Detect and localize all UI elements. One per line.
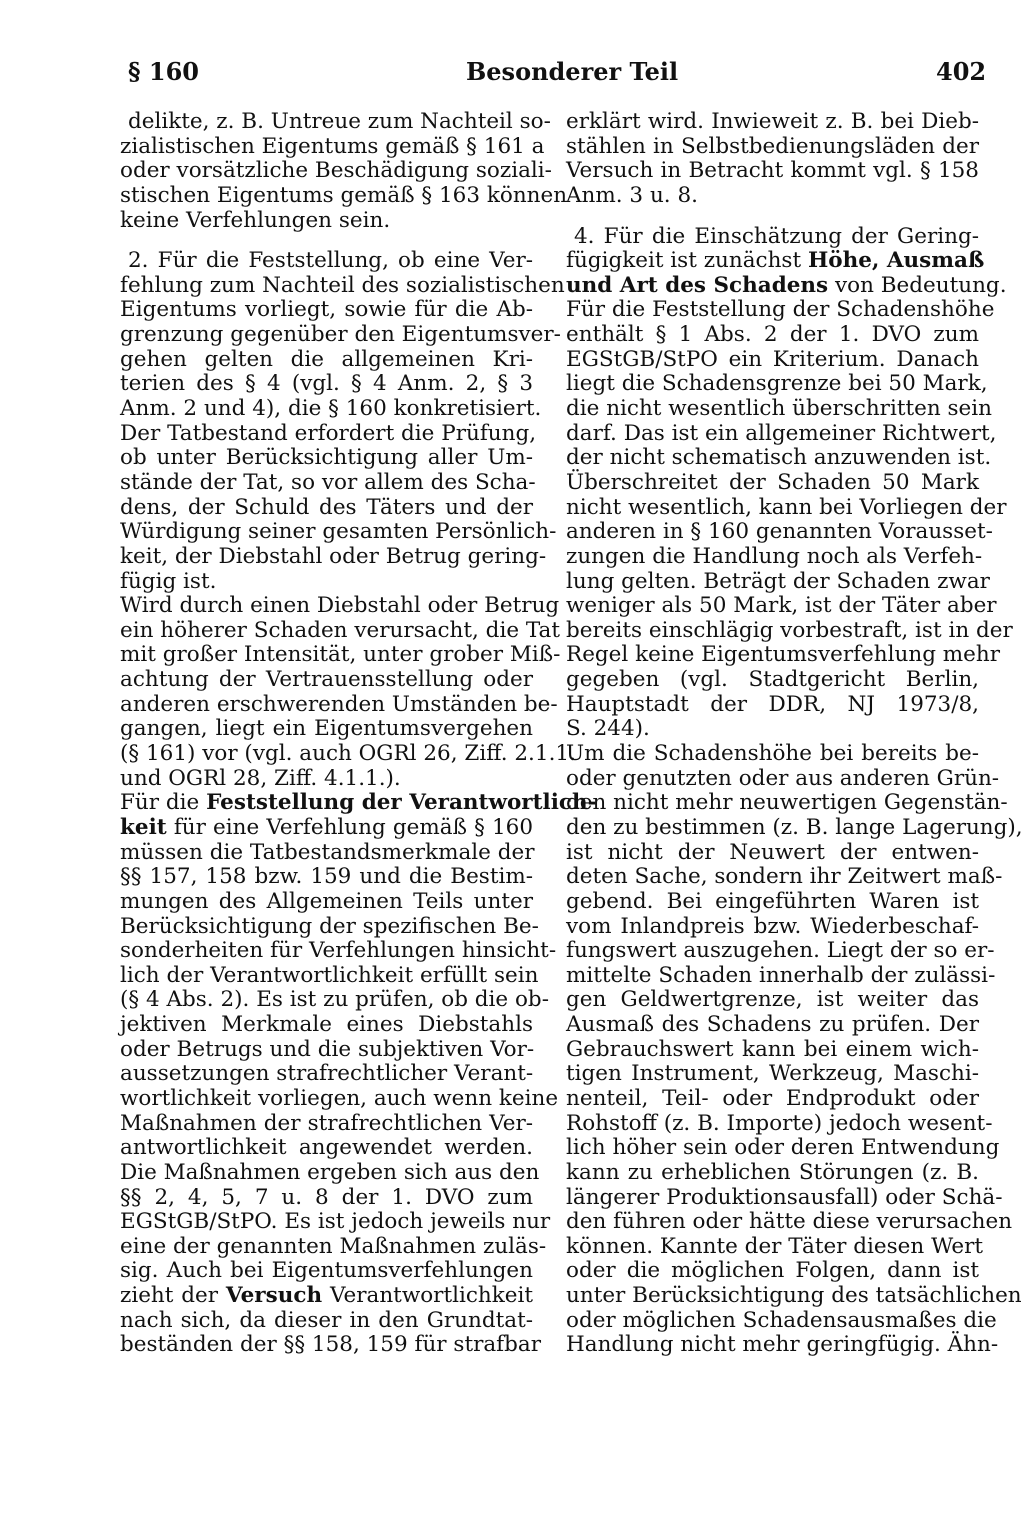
text-span: zieht der bbox=[120, 1283, 226, 1309]
left-text-column bbox=[120, 109, 597, 1358]
text-line bbox=[120, 1209, 551, 1235]
text-line bbox=[120, 469, 536, 496]
text-span: fehlung zum Nachteil des sozialistischen bbox=[120, 272, 565, 298]
text-line bbox=[120, 209, 533, 234]
text-line bbox=[120, 1259, 533, 1284]
text-span: mit großer Intensität, unter grober Miß- bbox=[120, 642, 561, 668]
text-line bbox=[566, 642, 1001, 668]
text-line bbox=[566, 1110, 993, 1137]
text-span: stände der Tat, so vor allem des Scha- bbox=[120, 469, 536, 495]
text-line bbox=[566, 494, 1007, 521]
text-span: liegt die Schadensgrenze bei 50 Mark, bbox=[566, 371, 988, 397]
text-span: den nicht mehr neuwertigen Gegenstän- bbox=[566, 790, 1008, 816]
text-span: nenteil, Teil- oder Endprodukt oder bbox=[566, 1085, 979, 1111]
text-span: antwortlichkeit angewendet werden. bbox=[120, 1135, 533, 1161]
text-span: §§ 2, 4, 5, 7 u. 8 der 1. DVO zum bbox=[120, 1184, 533, 1210]
text-line bbox=[120, 890, 533, 915]
text-span: anderen erschwerenden Umständen be- bbox=[120, 691, 558, 717]
text-span: mungen des Allgemeinen Teils unter bbox=[120, 888, 533, 914]
text-line bbox=[566, 471, 979, 496]
text-line bbox=[566, 1307, 997, 1334]
text-line bbox=[120, 841, 533, 866]
text-span: ob unter Berücksichtigung aller Um- bbox=[120, 445, 533, 471]
text-span: aussetzungen strafrechtlicher Verant- bbox=[120, 1061, 534, 1087]
text-line bbox=[566, 814, 1023, 841]
text-span: sig. Auch bei Eigentumsverfehlungen bbox=[120, 1258, 533, 1284]
text-line bbox=[120, 298, 533, 323]
text-line bbox=[566, 841, 979, 866]
text-line bbox=[566, 1332, 999, 1358]
running-title: Besonderer Teil bbox=[466, 57, 679, 86]
text-line bbox=[566, 1184, 1003, 1211]
text-line bbox=[566, 1087, 979, 1112]
text-line bbox=[566, 1161, 979, 1186]
text-span: (§ 4 Abs. 2). Es ist zu prüfen, ob die ob- bbox=[120, 987, 549, 1013]
text-line bbox=[120, 519, 557, 545]
text-line bbox=[566, 790, 1008, 816]
text-line bbox=[120, 741, 576, 767]
text-line bbox=[120, 182, 568, 209]
text-line bbox=[120, 1309, 533, 1334]
text-line bbox=[120, 987, 549, 1013]
text-span: keine Verfehlungen sein. bbox=[120, 207, 391, 233]
text-span: Überschreitet der Schaden 50 Mark bbox=[566, 469, 979, 495]
text-span: ein höherer Schaden verursacht, die Tat bbox=[120, 617, 561, 643]
text-span: EGStGB/StPO. Es ist jedoch jeweils nur bbox=[120, 1209, 551, 1235]
text-span: EGStGB/StPO ein Kriterium. Danach bbox=[566, 346, 979, 372]
text-span: Regel keine Eigentumsverfehlung mehr bbox=[566, 642, 1001, 668]
text-line bbox=[566, 742, 979, 767]
text-span: beständen der §§ 158, 159 für strafbar bbox=[120, 1332, 542, 1358]
text-line bbox=[120, 543, 547, 570]
text-line bbox=[120, 1112, 533, 1137]
text-line bbox=[566, 593, 997, 619]
text-span: terien des § 4 (vgl. § 4 Anm. 2, § 3 bbox=[120, 371, 533, 397]
text-line bbox=[566, 864, 1003, 890]
text-span: stischen Eigentums gemäß § 163 können bbox=[120, 182, 568, 208]
text-line bbox=[120, 1085, 559, 1112]
bold-text: Feststellung der Verantwortlich- bbox=[206, 790, 597, 816]
text-line bbox=[120, 913, 539, 940]
text-span: kann zu erheblichen Störungen (z. B. bbox=[566, 1159, 979, 1185]
text-span: Eigentums vorliegt, sowie für die Ab- bbox=[120, 297, 533, 323]
text-line bbox=[120, 668, 533, 693]
text-span: Handlung nicht mehr geringfügig. Ähn- bbox=[566, 1332, 999, 1358]
text-line bbox=[120, 717, 533, 742]
paragraph-gap bbox=[566, 209, 979, 225]
text-span: achtung der Vertrauensstellung oder bbox=[120, 667, 533, 693]
text-line bbox=[566, 890, 979, 915]
text-span: oder möglichen Schadensausmaßes die bbox=[566, 1307, 997, 1333]
text-line bbox=[566, 962, 996, 989]
text-span: wortlichkeit vorliegen, auch wenn keine bbox=[120, 1085, 559, 1111]
text-span: oder Betrugs und die subjektiven Vor- bbox=[120, 1036, 535, 1062]
text-line bbox=[566, 765, 1000, 792]
text-span: S. 244). bbox=[566, 716, 650, 742]
right-text-column bbox=[566, 109, 1023, 1358]
text-span: darf. Das ist ein allgemeiner Richtwert, bbox=[566, 420, 997, 446]
text-line bbox=[566, 159, 979, 184]
text-span: Anm. 3 u. 8. bbox=[566, 182, 698, 208]
text-line bbox=[566, 938, 995, 964]
text-span: Für die Feststellung der Schadenshöhe bbox=[566, 297, 995, 323]
text-line bbox=[566, 668, 979, 693]
text-span: erklärt wird. Inwieweit z. B. bei Dieb- bbox=[566, 109, 979, 134]
bold-text: Höhe, Ausmaß bbox=[807, 248, 985, 274]
text-span: lung gelten. Beträgt der Schaden zwar bbox=[566, 568, 990, 594]
text-line bbox=[566, 323, 979, 348]
text-span: von Bedeutung. bbox=[828, 272, 1007, 298]
text-line bbox=[120, 396, 542, 422]
text-span: Ausmaß des Schadens zu prüfen. Der bbox=[566, 1012, 979, 1038]
text-span: fungswert auszugehen. Liegt der so er- bbox=[566, 938, 995, 964]
text-line bbox=[120, 962, 539, 989]
text-span: ist nicht der Neuwert der entwen- bbox=[566, 839, 979, 865]
text-line bbox=[120, 1038, 533, 1063]
text-line bbox=[566, 420, 997, 447]
text-line bbox=[120, 372, 533, 397]
text-span: gehen gelten die allgemeinen Kri- bbox=[120, 346, 533, 372]
text-line bbox=[120, 642, 561, 668]
text-span: oder die möglichen Folgen, dann ist bbox=[566, 1258, 979, 1284]
text-span: Hauptstadt der DDR, NJ 1973/8, bbox=[566, 691, 979, 717]
text-line bbox=[566, 396, 992, 422]
text-span: tigen Instrument, Werkzeug, Maschi- bbox=[566, 1061, 979, 1087]
text-line bbox=[120, 109, 551, 135]
text-span: vom Inlandpreis bzw. Wiederbeschaf- bbox=[566, 913, 979, 939]
paragraph-gap bbox=[120, 233, 533, 249]
section-number: § 160 bbox=[128, 57, 200, 86]
text-line bbox=[120, 158, 552, 184]
text-span: (§ 161) vor (vgl. auch OGRl 26, Ziff. 2.1.1. bbox=[120, 741, 576, 767]
text-line bbox=[120, 816, 533, 841]
text-span: lich der Verantwortlichkeit erfüllt sein bbox=[120, 962, 539, 988]
text-span: delikte, z. B. Untreue zum Nachteil so- bbox=[128, 109, 551, 134]
text-line bbox=[120, 420, 537, 447]
text-span: Rohstoff (z. B. Importe) jedoch wesent- bbox=[566, 1110, 993, 1136]
text-span: Für die bbox=[120, 790, 207, 816]
text-line bbox=[566, 348, 979, 373]
text-span: Verantwortlichkeit bbox=[322, 1283, 533, 1309]
text-span: 2. Für die Feststellung, ob eine Ver- bbox=[128, 248, 533, 274]
text-span: weniger als 50 Mark, ist der Täter aber bbox=[566, 593, 997, 619]
text-span: stählen in Selbstbedienungsläden der bbox=[566, 133, 979, 159]
text-line bbox=[566, 272, 1007, 299]
text-span: dens, der Schuld des Täters und der bbox=[120, 494, 533, 520]
text-line bbox=[566, 543, 983, 570]
text-line bbox=[120, 249, 533, 274]
text-span: deten Sache, sondern ihr Zeitwert maß- bbox=[566, 864, 1003, 890]
text-span: fügig ist. bbox=[120, 568, 217, 594]
text-line bbox=[120, 348, 533, 373]
text-line bbox=[566, 225, 979, 250]
text-line bbox=[566, 1062, 979, 1087]
text-line bbox=[566, 568, 990, 595]
text-line bbox=[566, 519, 993, 545]
text-line bbox=[120, 1186, 533, 1211]
text-span: Würdigung seiner gesamten Persönlich- bbox=[120, 519, 557, 545]
text-span: oder genutzten oder aus anderen Grün- bbox=[566, 765, 1000, 791]
text-span: gebend. Bei eingeführten Waren ist bbox=[566, 888, 979, 914]
text-span: den führen oder hätte diese verursachen bbox=[566, 1209, 1013, 1235]
text-span: §§ 157, 158 bzw. 159 und die Bestim- bbox=[120, 864, 533, 890]
text-line bbox=[120, 1062, 533, 1087]
text-span: zungen die Handlung noch als Verfeh- bbox=[566, 543, 983, 569]
text-span: müssen die Tatbestandsmerkmale der bbox=[120, 839, 535, 865]
text-span: und OGRl 28, Ziff. 4.1.1.). bbox=[120, 765, 401, 791]
text-line bbox=[566, 1259, 979, 1284]
bold-text: Versuch bbox=[225, 1283, 323, 1309]
text-line bbox=[120, 767, 533, 792]
text-line bbox=[566, 184, 979, 209]
text-line bbox=[566, 297, 995, 323]
text-span: lich höher sein oder deren Entwendung bbox=[566, 1135, 1000, 1161]
text-span: längerer Produktionsausfall) oder Schä- bbox=[566, 1184, 1003, 1210]
text-span: Wird durch einen Diebstahl oder Betrug bbox=[120, 593, 560, 619]
text-line bbox=[566, 717, 979, 742]
text-line bbox=[120, 1332, 542, 1358]
text-span: der nicht schematisch anzuwenden ist. bbox=[566, 445, 992, 471]
text-line bbox=[120, 1013, 533, 1038]
text-line bbox=[120, 938, 557, 964]
text-line bbox=[120, 322, 561, 348]
text-span: grenzung gegenüber den Eigentumsver- bbox=[120, 322, 561, 348]
text-span: nach sich, da dieser in den Grundtat- bbox=[120, 1307, 533, 1333]
text-line bbox=[566, 693, 979, 718]
text-span: fügigkeit ist zunächst bbox=[566, 248, 808, 274]
text-line bbox=[120, 691, 558, 718]
text-span: Um die Schadenshöhe bei bereits be- bbox=[566, 741, 979, 767]
text-line bbox=[566, 1283, 1022, 1309]
text-span: zialistischen Eigentums gemäß § 161 a bbox=[120, 133, 545, 159]
bold-text: und Art des Schadens bbox=[566, 272, 829, 298]
text-span: Anm. 2 und 4), die § 160 konkretisiert. bbox=[120, 396, 542, 422]
text-span: 4. Für die Einschätzung der Gering- bbox=[574, 223, 979, 249]
text-span: Maßnahmen der strafrechtlichen Ver- bbox=[120, 1110, 533, 1136]
text-span: die nicht wesentlich überschritten sein bbox=[566, 396, 992, 422]
text-span: Der Tatbestand erfordert die Prüfung, bbox=[120, 420, 537, 446]
text-span: anderen in § 160 genannten Vorausset- bbox=[566, 519, 993, 545]
text-span: jektiven Merkmale eines Diebstahls bbox=[120, 1012, 533, 1038]
text-line bbox=[120, 1233, 547, 1260]
text-line bbox=[566, 617, 1013, 644]
text-line bbox=[120, 496, 533, 521]
text-span: eine der genannten Maßnahmen zuläs- bbox=[120, 1233, 547, 1259]
text-span: keit, der Diebstahl oder Betrug gering- bbox=[120, 543, 547, 569]
text-span: enthält § 1 Abs. 2 der 1. DVO zum bbox=[566, 322, 979, 348]
text-line bbox=[120, 272, 565, 299]
text-span: sonderheiten für Verfehlungen hinsicht- bbox=[120, 938, 557, 964]
text-span: gen Geldwertgrenze, ist weiter das bbox=[566, 987, 979, 1013]
bold-text: keit bbox=[120, 814, 167, 840]
text-line bbox=[566, 1038, 979, 1063]
text-line bbox=[566, 1209, 1013, 1235]
text-line bbox=[120, 570, 533, 595]
text-line bbox=[566, 915, 979, 940]
text-span: oder vorsätzliche Beschädigung soziali- bbox=[120, 158, 552, 184]
text-span: gegeben (vgl. Stadtgericht Berlin, bbox=[566, 667, 979, 693]
text-line bbox=[566, 371, 988, 397]
text-span: bereits einschlägig vorbestraft, ist in der bbox=[566, 617, 1013, 643]
text-span: unter Berücksichtigung des tatsächlichen bbox=[566, 1283, 1022, 1309]
text-span: können. Kannte der Täter diesen Wert bbox=[566, 1233, 984, 1259]
text-span: Versuch in Betracht kommt vgl. § 158 bbox=[566, 158, 979, 184]
text-line bbox=[566, 1233, 984, 1260]
text-span: Die Maßnahmen ergeben sich aus den bbox=[120, 1159, 540, 1185]
text-line bbox=[120, 865, 533, 890]
text-span: den zu bestimmen (z. B. lange Lagerung), bbox=[566, 814, 1023, 840]
text-span: nicht wesentlich, kann bei Vorliegen der bbox=[566, 494, 1007, 520]
text-span: Berücksichtigung der spezifischen Be- bbox=[120, 913, 539, 939]
text-line bbox=[120, 1284, 533, 1309]
text-line bbox=[120, 1136, 533, 1161]
text-line bbox=[566, 248, 985, 274]
text-line bbox=[120, 593, 560, 619]
text-line bbox=[120, 133, 545, 160]
text-line bbox=[566, 988, 979, 1013]
text-span: gangen, liegt ein Eigentumsvergehen bbox=[120, 716, 533, 742]
text-line bbox=[566, 135, 979, 160]
text-span: Gebrauchswert kann bei einem wich- bbox=[566, 1036, 979, 1062]
text-line bbox=[120, 790, 597, 816]
text-line bbox=[566, 1013, 979, 1038]
text-line bbox=[566, 110, 979, 135]
text-line bbox=[120, 446, 533, 471]
text-line bbox=[120, 617, 561, 644]
text-line bbox=[120, 1159, 540, 1186]
text-span: für eine Verfehlung gemäß § 160 bbox=[166, 814, 533, 840]
page-number: 402 bbox=[936, 57, 987, 86]
text-line bbox=[566, 1135, 1000, 1161]
text-line bbox=[566, 445, 992, 471]
text-span: mittelte Schaden innerhalb der zulässi- bbox=[566, 962, 996, 988]
